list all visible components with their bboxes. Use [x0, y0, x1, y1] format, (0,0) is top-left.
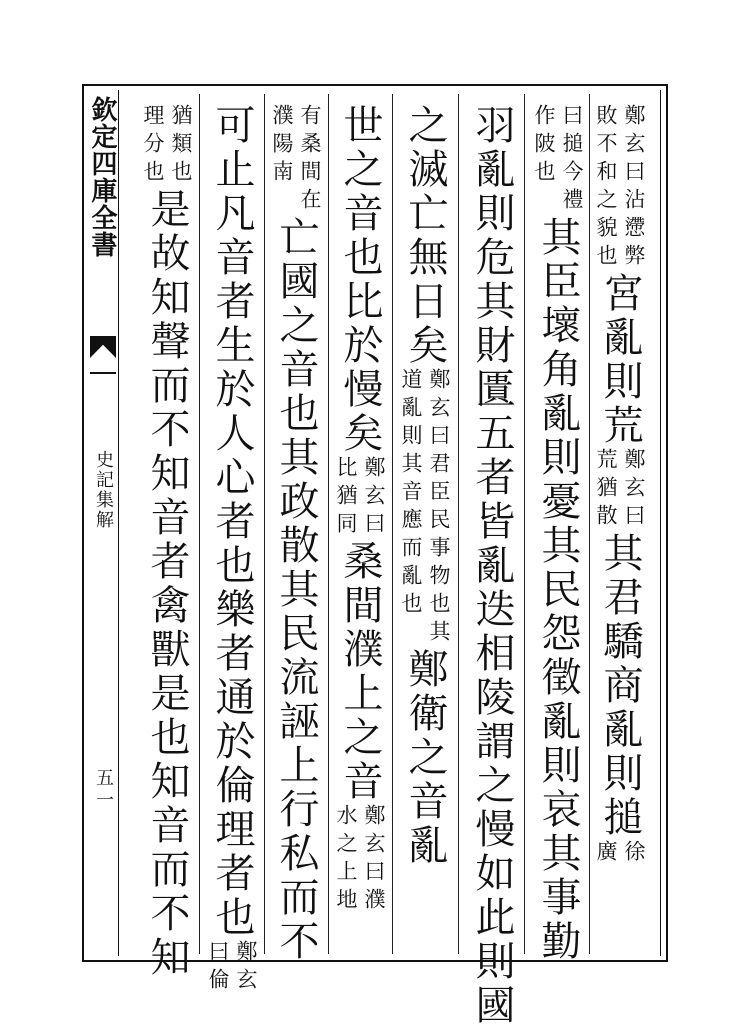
commentary-line: 作陂也 — [532, 104, 556, 188]
column-rule — [524, 94, 525, 954]
commentary-note — [334, 456, 386, 540]
main-text: 宮亂則荒 — [597, 272, 643, 448]
commentary-note — [206, 940, 258, 996]
column-rule — [589, 94, 590, 954]
main-text: 鄭衛之音亂 — [402, 648, 448, 868]
commentary-line: 曰倫 — [206, 940, 230, 996]
text-column — [270, 104, 322, 964]
text-column — [532, 104, 584, 964]
column-rule — [392, 94, 393, 954]
commentary-line: 鄭玄曰沾懘弊 — [622, 104, 646, 272]
column-rule — [199, 94, 200, 954]
commentary-line: 水之上地 — [334, 804, 358, 916]
main-text: 其君驕商亂則搥 — [597, 532, 643, 840]
commentary-line: 有桑間在 — [298, 104, 322, 216]
column-rule — [264, 94, 265, 954]
main-text: 世之音也比於慢矣 — [337, 104, 383, 456]
commentary-line: 道亂則其音應而亂也 — [399, 368, 423, 620]
main-text: 可止凡音者生於人心者也樂者通於倫理者也 — [209, 104, 255, 940]
main-text: 桑間濮上之音 — [337, 540, 383, 804]
margin-page-number: 五一 — [93, 768, 114, 812]
commentary-line: 鄭玄曰君臣民事物也其 — [427, 368, 451, 648]
text-column — [399, 104, 451, 934]
commentary-note — [594, 104, 646, 272]
commentary-line: 荒猶散 — [594, 448, 618, 532]
margin-book-name: 史記集解 — [93, 450, 114, 530]
commentary-note — [334, 804, 386, 916]
text-column — [141, 104, 193, 980]
text-column — [466, 104, 518, 1028]
fishtail-divider — [90, 372, 116, 374]
column-rule — [328, 94, 329, 954]
commentary-line: 猶類也 — [169, 104, 193, 188]
text-column — [334, 104, 386, 934]
column-rule — [458, 94, 459, 954]
commentary-line: 鄭玄曰 — [622, 448, 646, 532]
main-text: 亡國之音也其政散其民流誣上行私而不 — [273, 216, 319, 964]
commentary-line: 敗不和之貌也 — [594, 104, 618, 272]
commentary-line: 徐 — [622, 840, 646, 868]
commentary-note — [270, 104, 322, 216]
commentary-line: 比猶同 — [334, 456, 358, 540]
main-text: 是故知聲而不知音者禽獸是也知音而不知 — [144, 188, 190, 980]
commentary-note — [141, 104, 193, 188]
commentary-note — [594, 840, 646, 868]
margin-title: 欽定四庫全書 — [87, 96, 117, 258]
commentary-line: 鄭玄曰濮 — [362, 804, 386, 916]
main-text: 羽亂則危其財匱五者皆亂迭相陵謂之慢如此則國 — [469, 104, 515, 1028]
commentary-line: 鄭玄 — [234, 940, 258, 996]
commentary-note — [594, 448, 646, 532]
text-column — [594, 104, 646, 934]
main-text: 其臣壞角亂則憂其民怨徵亂則哀其事勤 — [535, 216, 581, 964]
commentary-line: 鄭玄曰 — [362, 456, 386, 540]
text-column — [206, 104, 258, 996]
commentary-line: 廣 — [594, 840, 618, 868]
commentary-note — [532, 104, 584, 216]
commentary-line: 理分也 — [141, 104, 165, 188]
main-text: 之滅亡無日矣 — [402, 104, 448, 368]
commentary-line: 濮陽南 — [270, 104, 294, 188]
commentary-line: 曰搥今禮 — [560, 104, 584, 216]
commentary-note — [399, 368, 451, 648]
